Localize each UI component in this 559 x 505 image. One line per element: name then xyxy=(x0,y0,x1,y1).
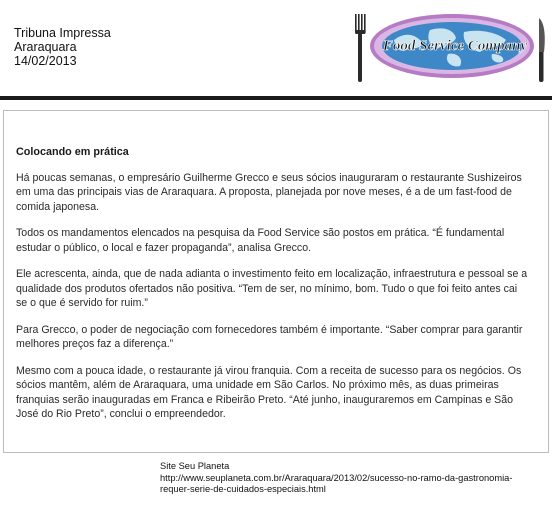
article-paragraph: Mesmo com a pouca idade, o restaurante já virou franquia. Com a receita de sucesso para os negócios. Os sócios mantêm, além de Araraquara, uma unidade em São Carlos. No próximo mês, as duas primeiras franquias serão inauguradas em Franca e Ribeirão Preto. “Até junho, inauguraremos em Campinas e São José do Rio Preto”, conclui o empreendedor. xyxy=(16,364,522,420)
header-divider xyxy=(0,96,552,100)
article-box xyxy=(3,110,549,453)
source-footer xyxy=(160,461,555,496)
fork-icon xyxy=(355,14,366,82)
article-paragraph: Para Grecco, o poder de negociação com fornecedores também é importante. “Saber comprar para garantir melhores preços faz a diferença.” xyxy=(16,323,523,350)
source-url-continued[interactable]: requer-serie-de-cuidados-especiais.html xyxy=(160,484,326,494)
article-title: Colocando em prática xyxy=(16,146,129,158)
publication-info xyxy=(14,26,111,68)
publication-date: 14/02/2013 xyxy=(14,54,77,68)
logo-text: Food Service Company xyxy=(382,38,528,54)
newspaper-name: Tribuna Impressa xyxy=(14,26,111,40)
source-url[interactable]: http://www.seuplaneta.com.br/Araraquara/2013/02/sucesso-no-ramo-da-gastronomia- xyxy=(160,472,513,483)
food-service-company-logo xyxy=(352,10,552,85)
source-site-name: Site Seu Planeta xyxy=(160,461,230,471)
knife-icon xyxy=(539,18,545,82)
article-paragraph: Todos os mandamentos elencados na pesquisa da Food Service são postos em prática. “É fundamental estudar o público, o local e fazer propaganda”, analisa Grecco. xyxy=(16,227,505,254)
article-paragraph: Ele acrescenta, ainda, que de nada adianta o investimento feito em localização, infraestrutura e pessoal se a qualidade dos produtos ofertados não positiva. “Tem de ser, no mínimo, bom. Tudo o que foi feito antes cai se o que é servido for ruim.” xyxy=(16,268,528,309)
article-paragraph: Há poucas semanas, o empresário Guilherme Grecco e seus sócios inauguraram o restaurante Sushizeiros em uma das principais vias de Araraquara. A proposta, planejada por nove meses, é a de um fast-food de comida japonesa. xyxy=(16,171,522,213)
city-name: Araraquara xyxy=(14,40,77,54)
